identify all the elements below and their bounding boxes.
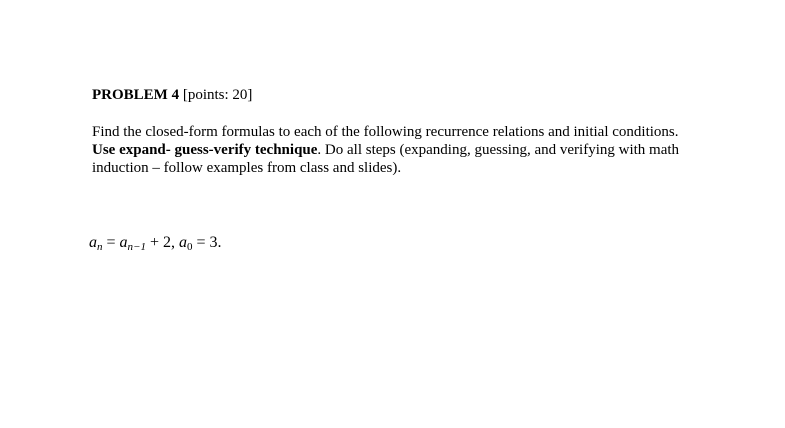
formula-var-a-initial: a bbox=[179, 234, 187, 251]
problem-heading bbox=[92, 86, 252, 104]
recurrence-formula bbox=[89, 233, 222, 253]
problem-instructions bbox=[92, 123, 692, 177]
formula-sub-n-minus-1: n−1 bbox=[127, 241, 146, 253]
formula-var-a: a bbox=[89, 234, 97, 251]
formula-plus-two: + 2, bbox=[145, 234, 179, 251]
instructions-emphasis: Use expand- guess-verify technique bbox=[92, 142, 318, 158]
instructions-text-2: . Do all steps (expanding, guessing, and verifying with math induction – follow examples from class and slides). bbox=[92, 142, 680, 176]
formula-var-a-prev: a bbox=[119, 234, 128, 251]
formula-equals-three: = 3. bbox=[192, 234, 222, 251]
problem-points: [points: 20] bbox=[182, 87, 253, 103]
instructions-text-1: Find the closed-form formulas to each of the following recurrence relations and initial conditions. bbox=[92, 124, 679, 140]
problem-label: PROBLEM 4 bbox=[92, 87, 180, 103]
formula-sub-0: 0 bbox=[187, 241, 193, 253]
formula-sub-n: n bbox=[97, 241, 103, 253]
formula-equals: = bbox=[102, 234, 120, 251]
